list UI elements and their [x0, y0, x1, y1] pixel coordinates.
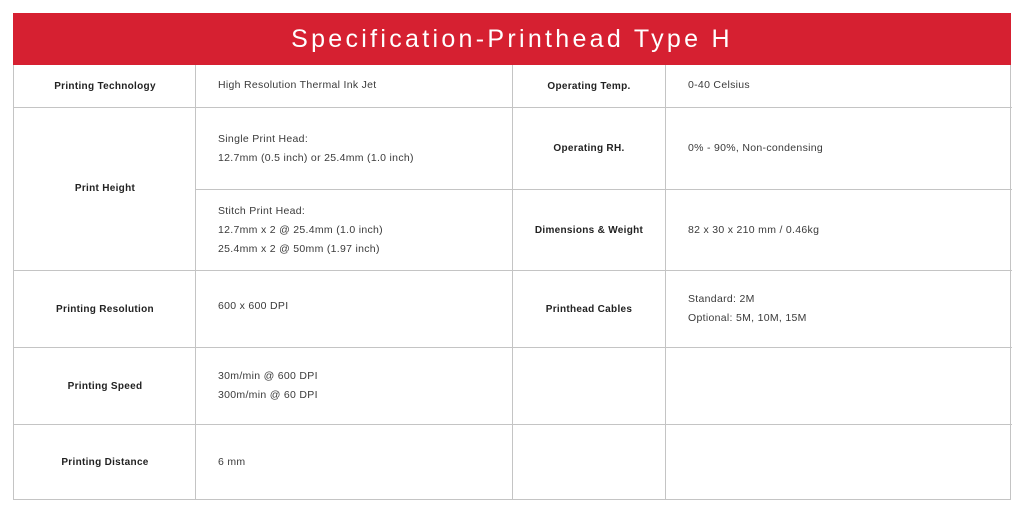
- dimensions-weight-label: Dimensions & Weight: [534, 224, 644, 236]
- print-height-stitch-value: Stitch Print Head: 12.7mm x 2 @ 25.4mm (1.0 inch) 25.4mm x 2 @ 50mm (1.97 inch): [218, 204, 383, 255]
- page-title: Specification-Printhead Type H: [291, 24, 733, 53]
- printhead-cables-value: Standard: 2M Optional: 5M, 10M, 15M: [688, 293, 807, 324]
- printing-technology-label: Printing Technology: [54, 80, 156, 92]
- operating-temp-label: Operating Temp.: [547, 80, 631, 92]
- operating-temp-value: 0-40 Celsius: [688, 78, 750, 91]
- dimensions-weight-value: 82 x 30 x 210 mm / 0.46kg: [688, 223, 820, 236]
- printing-resolution-label: Printing Resolution: [56, 303, 154, 315]
- print-height-single-value: Single Print Head: 12.7mm (0.5 inch) or 25.4mm (1.0 inch): [218, 132, 414, 164]
- spec-table: [13, 65, 1011, 500]
- printing-technology-value: High Resolution Thermal Ink Jet: [218, 78, 377, 91]
- printing-distance-value: 6 mm: [218, 455, 246, 468]
- print-height-label: Print Height: [74, 183, 136, 194]
- printhead-cables-label: Printhead Cables: [545, 303, 633, 315]
- title-banner: [13, 13, 1011, 65]
- printing-resolution-value: 600 x 600 DPI: [218, 300, 289, 312]
- operating-rh-label: Operating RH.: [553, 143, 625, 154]
- operating-rh-value: 0% - 90%, Non-condensing: [688, 142, 824, 154]
- printing-speed-label: Printing Speed: [67, 380, 143, 392]
- printing-distance-label: Printing Distance: [61, 456, 149, 468]
- printing-speed-value: 30m/min @ 600 DPI 300m/min @ 60 DPI: [218, 370, 318, 401]
